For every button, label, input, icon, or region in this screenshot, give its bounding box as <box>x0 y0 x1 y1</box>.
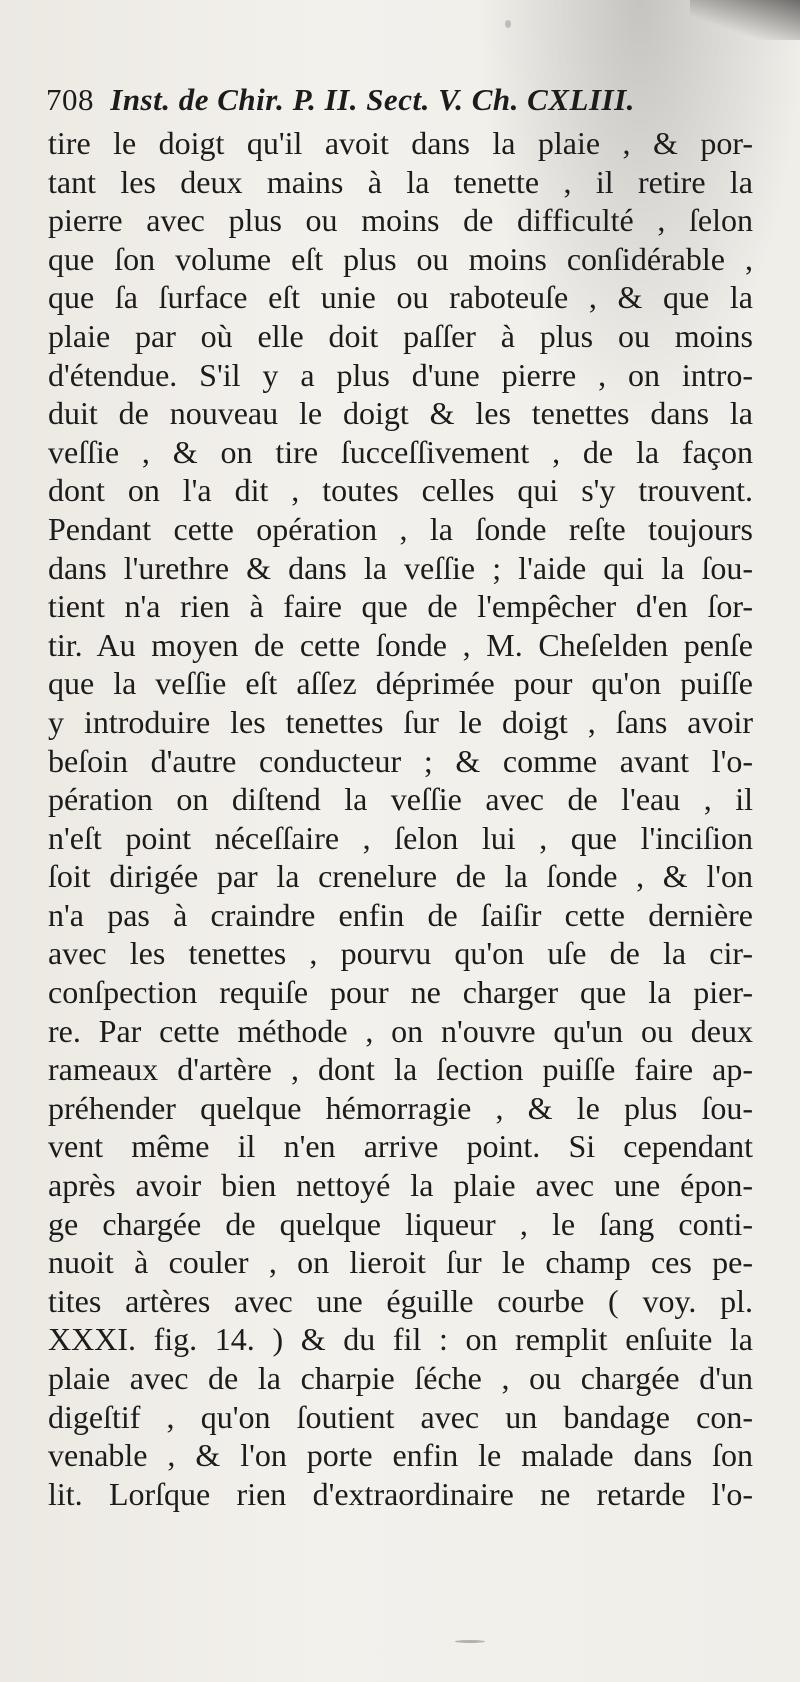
text-line: plaie avec de la charpie ſéche , ou chargée d'un <box>48 1360 753 1396</box>
text-line: que ſa ſurface eſt unie ou raboteuſe , & que la <box>48 279 753 316</box>
text-line: que ſon volume eſt plus ou moins conſidérable , <box>48 240 753 277</box>
text-line: tire le doigt qu'il avoit dans la plaie , & por- <box>48 125 753 161</box>
text-line: conſpection requiſe pour ne charger que la pier- <box>48 974 753 1011</box>
text-line: digeſtif , qu'on ſoutient avec un bandage con- <box>48 1398 753 1435</box>
text-line: rameaux d'artère , dont la ſection puiſſe faire ap- <box>48 1051 753 1088</box>
text-line: pierre avec plus ou moins de difficulté , ſelon <box>48 202 753 239</box>
text-line: tir. Au moyen de cette ſonde , M. Cheſelden penſe <box>48 626 753 663</box>
body-text <box>48 124 753 1513</box>
text-line: ſoit dirigée par la crenelure de la ſonde , & l'on <box>48 858 753 895</box>
running-head <box>46 82 746 118</box>
text-line: pération on diſtend la veſſie avec de l'eau , il <box>48 781 753 818</box>
text-line: préhender quelque hémorragie , & le plus ſou- <box>48 1089 753 1126</box>
text-line: XXXI. fig. 14. ) & du fil : on remplit enſuite la <box>48 1321 753 1358</box>
text-line: lit. Lorſque rien d'extraordinaire ne retarde l'o- <box>48 1475 753 1512</box>
running-title: Inst. de Chir. P. II. Sect. V. Ch. CXLIII. <box>110 82 635 117</box>
text-line: avec les tenettes , pourvu qu'on uſe de la cir- <box>48 935 753 972</box>
text-line: tant les deux mains à la tenette , il retire la <box>48 163 753 200</box>
text-line: vent même il n'en arrive point. Si cependant <box>48 1128 753 1165</box>
text-line: d'étendue. S'il y a plus d'une pierre , on intro- <box>48 356 753 393</box>
ink-speck <box>505 20 511 28</box>
text-line: n'a pas à craindre enfin de ſaiſir cette dernière <box>48 896 753 933</box>
text-line: tient n'a rien à faire que de l'empêcher d'en ſor- <box>48 588 753 625</box>
text-line: dont on l'a dit , toutes celles qui s'y trouvent. <box>48 472 753 509</box>
text-line: tites artères avec une éguille courbe ( voy. pl. <box>48 1282 753 1319</box>
text-line: nuoit à couler , on lieroit ſur le champ ces pe- <box>48 1244 753 1281</box>
text-line: venable , & l'on porte enfin le malade dans ſon <box>48 1437 753 1474</box>
text-line: dans l'urethre & dans la veſſie ; l'aide qui la ſou- <box>48 549 753 586</box>
text-line: Pendant cette opération , la ſonde reſte toujours <box>48 510 753 547</box>
text-line: plaie par où elle doit paſſer à plus ou moins <box>48 317 753 354</box>
text-line: beſoin d'autre conducteur ; & comme avant l'o- <box>48 742 753 779</box>
page-corner-shadow <box>690 0 800 40</box>
text-line: que la veſſie eſt aſſez déprimée pour qu'on puiſſe <box>48 665 753 702</box>
text-line: duit de nouveau le doigt & les tenettes dans la <box>48 395 753 432</box>
text-line: après avoir bien nettoyé la plaie avec une épon- <box>48 1167 753 1204</box>
text-line: veſſie , & on tire ſucceſſivement , de la façon <box>48 433 753 470</box>
ink-speck <box>455 1640 485 1643</box>
text-line: n'eſt point néceſſaire , ſelon lui , que l'inciſion <box>48 819 753 856</box>
text-line: ge chargée de quelque liqueur , le ſang conti- <box>48 1205 753 1242</box>
text-line: re. Par cette méthode , on n'ouvre qu'un ou deux <box>48 1012 753 1049</box>
page-number: 708 <box>46 82 94 117</box>
text-line: y introduire les tenettes ſur le doigt , ſans avoir <box>48 703 753 740</box>
